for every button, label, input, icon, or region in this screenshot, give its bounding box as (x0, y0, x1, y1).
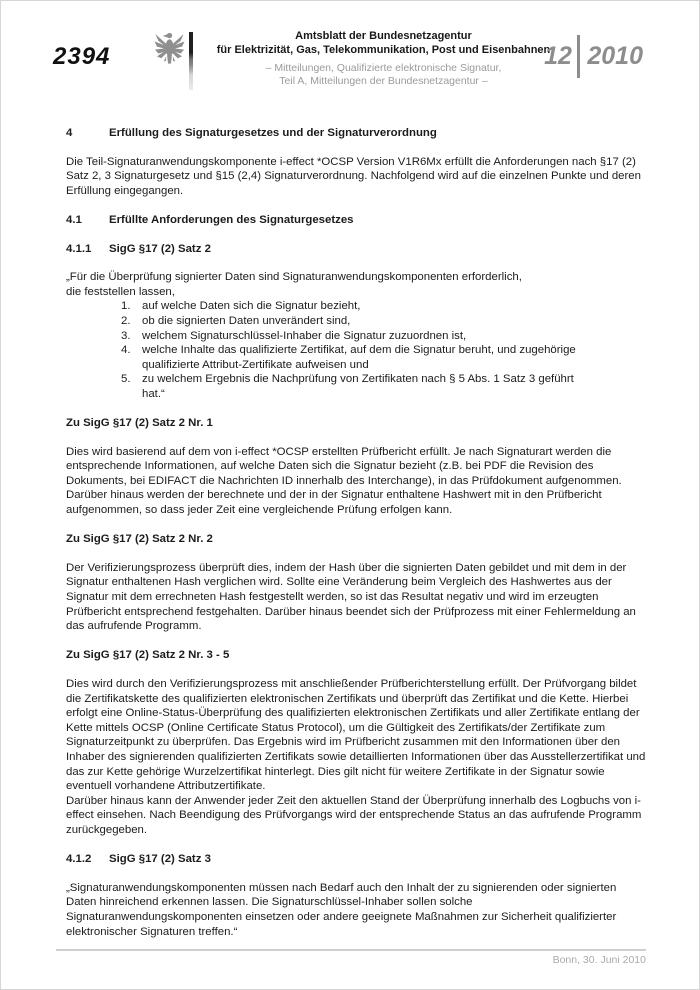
list-item-text: auf welche Daten sich die Signatur bezieht, (142, 300, 361, 313)
list-item (121, 329, 646, 344)
list-item-number: 1. (121, 300, 131, 313)
list-item (121, 314, 646, 329)
quote-line: „Für die Überprüfung signierter Daten sind Signaturanwendungskomponenten erforderlich, (66, 271, 522, 284)
issue-divider-bar (577, 35, 581, 78)
issue-badge (544, 35, 643, 78)
list-item-text: welche Inhalte das qualifizierte Zertifikat, auf dem die Signatur beruht, und zugehörige qualifizierte Attribut-Zertifikate aufweisen und (142, 344, 576, 371)
list-item-number: 3. (121, 329, 131, 342)
subsection-heading-nr3-5: Zu SigG §17 (2) Satz 2 Nr. 3 - 5 (66, 649, 230, 662)
section-number: 4.1 (66, 213, 82, 226)
header-divider-bar (189, 32, 193, 90)
list-item-number: 2. (121, 314, 131, 327)
section-heading-4-1-2 (66, 852, 646, 867)
section-title: SigG §17 (2) Satz 3 (109, 853, 211, 866)
subsection-heading-nr1: Zu SigG §17 (2) Satz 2 Nr. 1 (66, 417, 213, 430)
list-item-text: welchem Signaturschlüssel-Inhaber die Signatur zuzuordnen ist, (142, 329, 467, 342)
section-heading-4 (66, 126, 646, 141)
section-title: Erfüllung des Signaturgesetzes und der Signaturverordnung (109, 127, 437, 139)
list-item-number: 4. (121, 344, 131, 357)
paragraph-nr1: Dies wird basierend auf dem von i-effect *OCSP erstellten Prüfbericht erfüllt. Je nach Signaturart werden die entsprechende Informationen, auf welche Daten sich die Signatur bezieht (z.B. bei PDF die Revision des Dokuments, bei EDIFACT die Nachrichten ID innerhalb des Interchange), in das Prüfdokument aufgenommen. Darüber hinaus werden der berechnete und der in der Signatur enthaltene Hashwert mit in den Prüfbericht aufgenommen, so dass jeder Zeit eine vergleichende Prüfung erfolgen kann. (66, 445, 622, 517)
page-number: 2394 (53, 43, 111, 70)
footer-rule (56, 949, 646, 951)
quote-paragraph: „Signaturanwendungskomponenten müssen nach Bedarf auch den Inhalt der zu signierenden oder signierten Daten hinreichend erkennen lassen. Die Signaturschlüssel-Inhaber sollen solche Signaturanwendungskomponenten einsetzen oder andere geeignete Maßnahmen zur Sicherheit qualifizierter elektronischer Signaturen treffen.“ (66, 881, 617, 938)
section-number: 4.1.2 (66, 853, 92, 866)
document-body (1, 126, 700, 954)
bundesadler-eagle-icon (154, 28, 185, 75)
section-title: SigG §17 (2) Satz 2 (109, 242, 211, 255)
subsection-heading-nr2: Zu SigG §17 (2) Satz 2 Nr. 2 (66, 533, 213, 546)
gazette-subtitle-line2: Teil A, Mitteilungen der Bundesnetzagentur – (279, 75, 488, 87)
numbered-list (121, 299, 646, 401)
gazette-subtitle (206, 62, 561, 88)
list-item-number: 5. (121, 373, 131, 386)
section-number: 4 (66, 127, 73, 139)
paragraph-nr3-5-part1: Dies wird durch den Verifizierungsprozess mit anschließender Prüfberichterstellung erfüllt. Der Prüfvorgang bildet die Zertifikatskette des qualifizierten elektronischen Zertifikats und überprüft das Zertifikat und die Kette. Hierbei erfolgt eine Online-Status-Überprüfung des qualifizierten elektronischen Zertifikats und aller Zertifikate entlang der Kette mittels OCSP (Online Certificate Status Protocol), um die Gültigkeit des Zertifikats/der Zertifikate zum Signaturzeitpunkt zu überprüfen. Das Ergebnis wird im Prüfbericht zusammen mit den Informationen über den Inhaber des signierenden qualifizierten Zertifikats sowie detaillierten Informationen über das Ausstellerzertifikat und das zur Kette gehörige Wurzelzertifikat hinterlegt. Dies gilt nicht für weitere Zertifikate in der Signatur sowie eventuell vorhandene Attributzertifikate. (66, 678, 646, 793)
gazette-title-line1: Amtsblatt der Bundesnetzagentur (295, 30, 472, 42)
gazette-title-line2: für Elektrizität, Gas, Telekommunikation, Post und Eisenbahnen (216, 43, 551, 56)
page-header (1, 1, 699, 126)
list-item (121, 372, 646, 401)
list-item (121, 343, 646, 372)
paragraph-intro: Die Teil-Signaturanwendungskomponente i-effect *OCSP Version V1R6Mx erfüllt die Anforderungen nach §17 (2) Satz 2, 3 Signaturgesetz und §15 (2,4) Signaturverordnung. Nachfolgend wird auf die einzelnen Punkte und deren Erfüllung eingegangen. (66, 155, 641, 197)
section-number: 4.1.1 (66, 242, 92, 255)
list-item-text: zu welchem Ergebnis die Nachprüfung von Zertifikaten nach § 5 Abs. 1 Satz 3 geführt hat.“ (142, 373, 574, 400)
list-item-text: ob die signierten Daten unverändert sind, (142, 314, 351, 327)
gazette-masthead (206, 30, 561, 88)
quote-line: die feststellen lassen, (66, 285, 175, 298)
footer-dateline: Bonn, 30. Juni 2010 (552, 954, 646, 966)
section-heading-4-1 (66, 213, 646, 228)
section-title: Erfüllte Anforderungen des Signaturgesetzes (109, 213, 354, 226)
issue-number: 12 (544, 42, 572, 70)
issue-year: 2010 (587, 42, 643, 70)
gazette-subtitle-line1: – Mitteilungen, Qualifizierte elektronische Signatur, (265, 62, 502, 74)
paragraph-nr2: Der Verifizierungsprozess überprüft dies, indem der Hash über die signierten Daten gebildet und mit dem in der Signatur enthaltenen Hash verglichen wird. Sollte eine Veränderung beim Vergleich des Hashwertes aus der Signatur mit dem errechneten Hash festgestellt werden, so ist das Resultat negativ und wird im erzeugten Prüfbericht entsprechend festgehalten. Darüber hinaus beendet sich der Prüfprozess mit einer Fehlermeldung an das aufrufende Programm. (66, 561, 636, 633)
list-item (121, 299, 646, 314)
section-heading-4-1-1 (66, 242, 646, 257)
paragraph-nr3-5-part2: Darüber hinaus kann der Anwender jeder Zeit den aktuellen Stand der Überprüfung innerhalb des Logbuchs von i-effect einsehen. Nach Beendigung des Prüfvorgangs wird der entsprechende Status an das aufrufende Programm zurückgegeben. (66, 794, 642, 836)
